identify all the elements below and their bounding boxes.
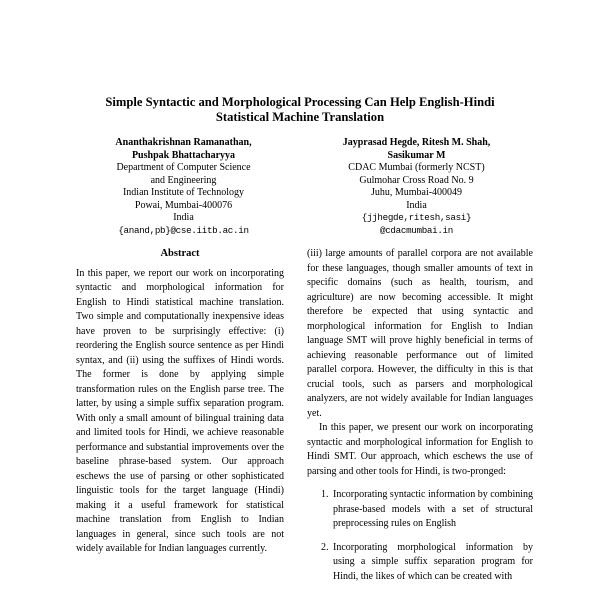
author-name-line: Pushpak Bhattacharyya: [131, 149, 236, 161]
author-name-line: Jayprasad Hegde, Ritesh M. Shah,: [342, 137, 491, 148]
author-email-left: {anand,pb}@cse.iitb.ac.in: [118, 224, 249, 236]
right-column: [307, 247, 533, 593]
author-email-right-line2: @cdacmumbai.in: [380, 224, 453, 236]
body-columns: [67, 247, 533, 593]
affiliation-line: Juhu, Mumbai-400049: [370, 187, 463, 198]
author-names-right: [300, 137, 533, 162]
abstract-heading: Abstract: [160, 248, 200, 259]
author-block-right: [300, 137, 533, 237]
affiliation-line: Gulmohar Cross Road No. 9: [359, 174, 474, 186]
affiliation-line: Indian Institute of Technology: [122, 187, 245, 198]
author-names-left: [67, 137, 300, 162]
paper-title: [67, 95, 533, 124]
affiliation-line: CDAC Mumbai (formerly NCST): [348, 162, 485, 173]
author-name-line: Ananthakrishnan Ramanathan,: [115, 137, 252, 148]
author-block-left: [67, 137, 300, 237]
author-email-right-line1: {jjhegde,ritesh,sasi}: [361, 212, 472, 223]
paper-title-line1: Simple Syntactic and Morphological Processing Can Help English-Hindi: [105, 95, 495, 109]
affiliation-line: India: [406, 199, 427, 211]
affiliation-line: Powai, Mumbai-400076: [134, 199, 233, 211]
affiliation-line: Department of Computer Science: [116, 162, 251, 173]
approach-list: [331, 488, 533, 584]
approach-list-item-1: 1. Incorporating syntactic information by combining phrase-based models with a set of structural preprocessing rules on English: [331, 488, 533, 532]
affiliation-line: and Engineering: [150, 174, 217, 186]
intro-paragraph-1: (iii) large amounts of parallel corpora are not available for these languages, though smaller amounts of text in specific domains (such as health, tourism, and agriculture) are now becoming accessible. It might therefore be expected that using syntactic and morphological information for English to Indian language SMT will prove highly beneficial in terms of achieving reasonable performance out of limited parallel corpora. However, the difficulty in this is that crucial tools, such as parsers and morphological analyzers, are not widely available for Indian languages yet.: [307, 248, 533, 419]
paper-title-line2: Statistical Machine Translation: [215, 109, 385, 124]
author-name-line: Sasikumar M: [387, 149, 446, 161]
intro-paragraph-2: In this paper, we present our work on incorporating syntactic and morphological information for English to Hindi SMT. Our approach, which eschews the use of parsing and other tools for Hindi, is two-pronged:: [307, 422, 533, 477]
author-section: [67, 137, 533, 237]
left-column: [67, 247, 293, 593]
affiliation-line: India: [173, 212, 194, 223]
abstract-text: In this paper, we report our work on incorporating syntactic and morphological information for English to Hindi statistical machine translation. Two simple and computationally inexpensive ideas have proven to be surprisingly effective: (i) reordering the English source sentence as per Hindi syntax, and (ii) using the suffixes of Hindi words. The former is done by applying simple transformation rules on the English parse tree. The latter, by using a simple suffix separation program. With only a small amount of bilingual training data and limited tools for Hindi, we achieve reasonable performance and substantial improvements over the baseline phrase-based system. Our approach eschews the use of parsing or other sophisticated linguistic tools for the target language (Hindi) making it a useful framework for statistical machine translation from English to Indian languages in general, since such tools are not widely available for Indian languages currently.: [76, 267, 284, 554]
approach-list-item-2: 2. Incorporating morphological information by using a simple suffix separation program for Hindi, the likes of which can be created with: [331, 541, 533, 585]
